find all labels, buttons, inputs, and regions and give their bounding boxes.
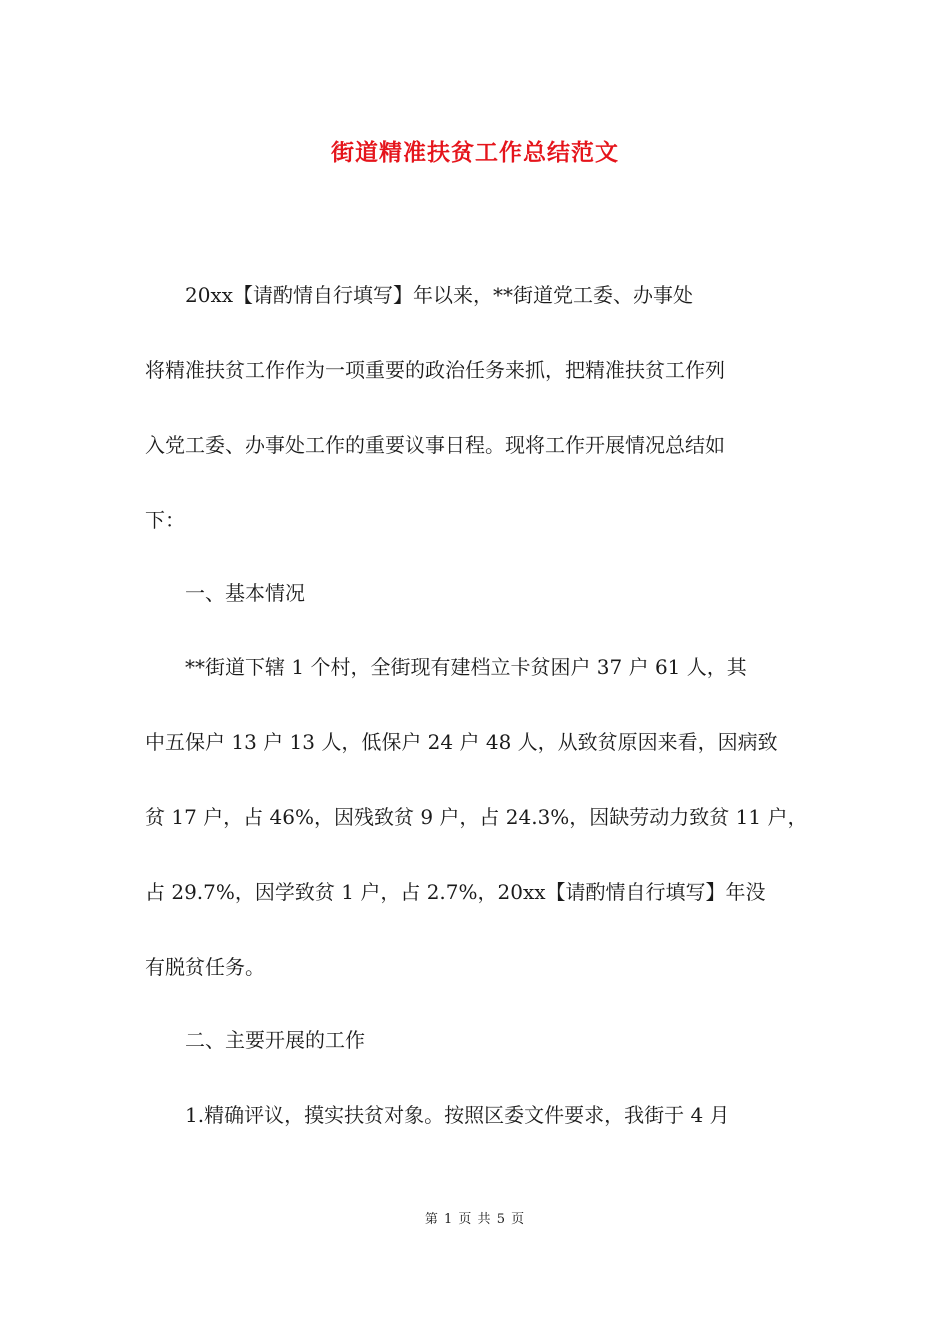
document-title: 街道精准扶贫工作总结范文: [331, 139, 619, 166]
section-heading-1: 一、基本情况: [145, 581, 305, 605]
paragraph-line-3: 入党工委、办事处工作的重要议事日程。现将工作开展情况总结如: [145, 433, 725, 457]
paragraph-line-7: 贫 17 户，占 46%，因残致贫 9 户，占 24.3%，因缺劳动力致贫 11 户，: [145, 805, 808, 829]
paragraph-line-8: 占 29.7%，因学致贫 1 户，占 2.7%，20xx【请酌情自行填写】年没: [145, 880, 766, 904]
paragraph-line-10: 1.精确评议，摸实扶贫对象。按照区委文件要求，我街于 4 月: [145, 1103, 730, 1127]
paragraph-line-4: 下：: [145, 508, 185, 532]
paragraph-line-9: 有脱贫任务。: [145, 955, 265, 979]
page-number-footer: 第 1 页 共 5 页: [424, 1212, 526, 1227]
section-heading-2: 二、主要开展的工作: [145, 1028, 365, 1052]
paragraph-line-6: 中五保户 13 户 13 人，低保户 24 户 48 人，从致贫原因来看，因病致: [145, 730, 778, 754]
paragraph-line-5: **街道下辖 1 个村，全街现有建档立卡贫困户 37 户 61 人，其: [145, 655, 747, 679]
paragraph-line-2: 将精准扶贫工作作为一项重要的政治任务来抓，把精准扶贫工作列: [145, 358, 725, 382]
paragraph-line-1: 20xx【请酌情自行填写】年以来，**街道党工委、办事处: [145, 283, 694, 307]
